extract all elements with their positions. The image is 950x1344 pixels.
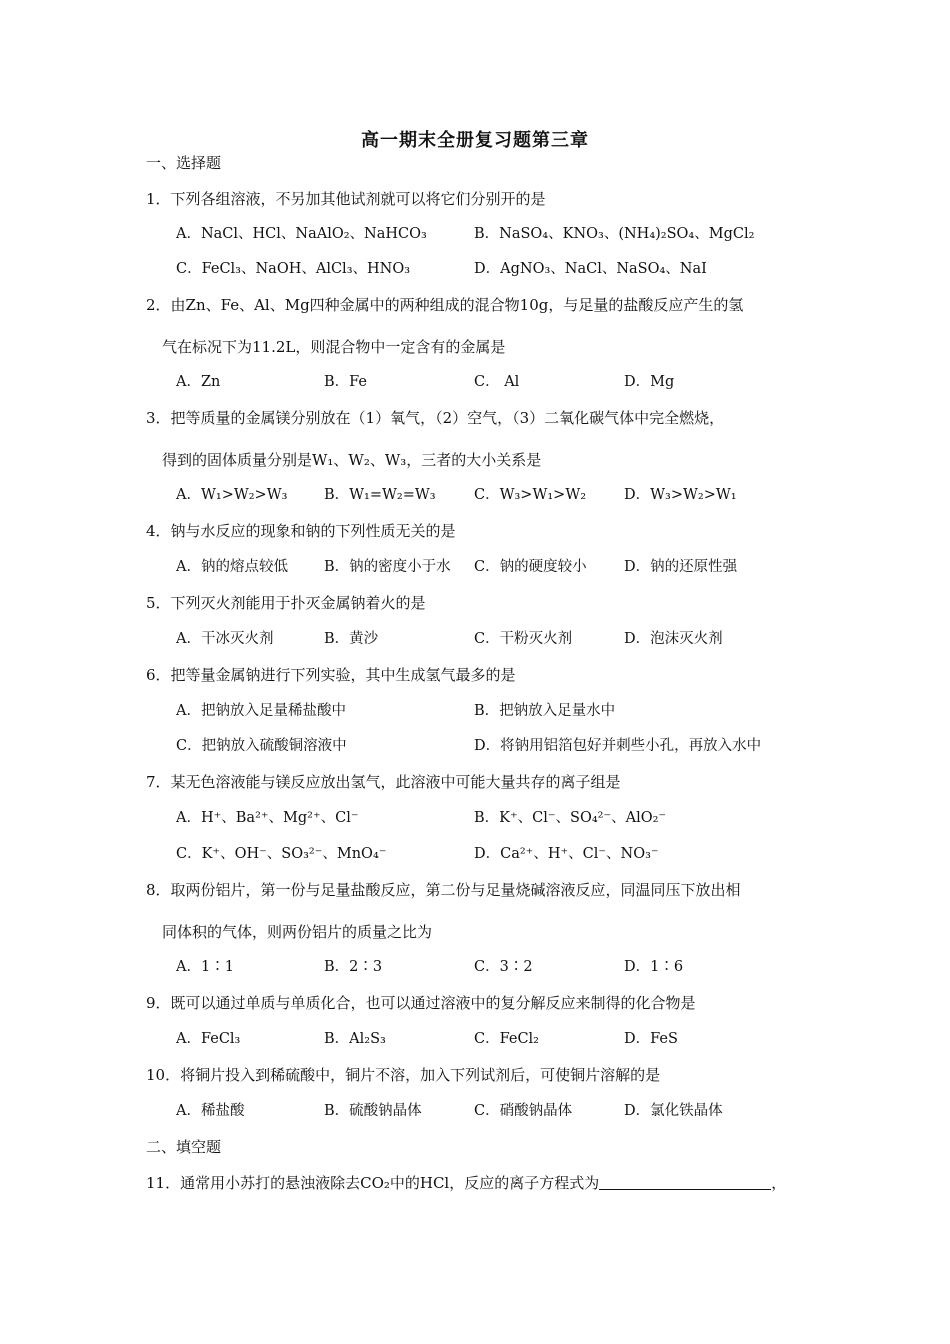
question-1-option-c: C．FeCl₃、NaOH、AlCl₃、HNO₃ [176, 261, 411, 277]
question-3-stem-line2: 得到的固体质量分别是W₁、W₂、W₃，三者的大小关系是 [162, 451, 542, 469]
question-6-option-a: A．把钠放入足量稀盐酸中 [176, 703, 346, 719]
question-2-stem-line1: 2．由Zn、Fe、Al、Mg四种金属中的两种组成的混合物10g，与足量的盐酸反应产生的氢 [146, 296, 744, 314]
question-3-stem-line1: 3．把等质量的金属镁分别放在（1）氧气，（2）空气，（3）二氧化碳气体中完全燃烧， [146, 409, 725, 427]
question-6-stem: 6．把等量金属钠进行下列实验，其中生成氢气最多的是 [146, 666, 516, 684]
question-7-option-d: D．Ca²⁺、H⁺、Cl⁻、NO₃⁻ [474, 846, 659, 862]
question-11-tail: ， [771, 1174, 787, 1192]
question-3-option-b: B．W₁=W₂=W₃ [324, 487, 436, 503]
question-5-option-c: C．干粉灭火剂 [474, 631, 573, 647]
question-5-option-d: D．泡沫灭火剂 [624, 631, 723, 647]
question-1-stem: 1．下列各组溶液，不另加其他试剂就可以将它们分别开的是 [146, 190, 546, 208]
question-11-stem: 11．通常用小苏打的悬浊液除去CO₂中的HCl，反应的离子方程式为 [146, 1174, 600, 1192]
question-10-option-c: C．硝酸钠晶体 [474, 1103, 573, 1119]
section-heading-choice: 一、选择题 [146, 154, 222, 172]
section-heading-fill-in: 二、填空题 [146, 1138, 222, 1156]
question-8-option-c: C．3∶2 [474, 959, 533, 975]
question-2-option-a: A．Zn [176, 374, 221, 390]
question-9-option-a: A．FeCl₃ [176, 1031, 241, 1047]
question-6-option-b: B．把钠放入足量水中 [474, 703, 616, 719]
question-3-option-c: C．W₃>W₁>W₂ [474, 487, 587, 503]
question-2-option-c: C． Al [474, 374, 520, 390]
question-1-option-b: B．NaSO₄、KNO₃、(NH₄)₂SO₄、MgCl₂ [474, 226, 755, 242]
question-2-option-b: B．Fe [324, 374, 368, 390]
question-11-line [146, 1173, 786, 1193]
question-3-option-a: A．W₁>W₂>W₃ [176, 487, 288, 503]
question-4-option-d: D．钠的还原性强 [624, 559, 738, 575]
question-7-option-c: C．K⁺、OH⁻、SO₃²⁻、MnO₄⁻ [176, 846, 387, 862]
question-10-option-a: A．稀盐酸 [176, 1103, 245, 1119]
question-5-stem: 5．下列灭火剂能用于扑灭金属钠着火的是 [146, 594, 426, 612]
question-10-option-b: B．硫酸钠晶体 [324, 1103, 422, 1119]
question-4-stem: 4．钠与水反应的现象和钠的下列性质无关的是 [146, 522, 456, 540]
question-1-option-a: A．NaCl、HCl、NaAlO₂、NaHCO₃ [176, 226, 427, 242]
question-2-stem-line2: 气在标况下为11.2L，则混合物中一定含有的金属是 [162, 338, 506, 356]
question-3-option-d: D．W₃>W₂>W₁ [624, 487, 737, 503]
question-4-option-c: C．钠的硬度较小 [474, 559, 587, 575]
question-9-option-b: B．Al₂S₃ [324, 1031, 386, 1047]
question-9-stem: 9．既可以通过单质与单质化合，也可以通过溶液中的复分解反应来制得的化合物是 [146, 994, 696, 1012]
question-5-option-a: A．干冰灭火剂 [176, 631, 274, 647]
question-8-option-d: D．1∶6 [624, 959, 684, 975]
question-6-option-d: D．将钠用铝箔包好并刺些小孔，再放入水中 [474, 738, 762, 754]
question-10-stem: 10．将铜片投入到稀硫酸中，铜片不溶，加入下列试剂后，可使铜片溶解的是 [146, 1066, 661, 1084]
question-8-stem-line1: 8．取两份铝片，第一份与足量盐酸反应，第二份与足量烧碱溶液反应，同温同压下放出相 [146, 881, 741, 899]
question-9-option-c: C．FeCl₂ [474, 1031, 539, 1047]
answer-blank[interactable] [599, 1174, 771, 1190]
question-7-option-a: A．H⁺、Ba²⁺、Mg²⁺、Cl⁻ [176, 810, 359, 826]
question-2-option-d: D．Mg [624, 374, 675, 390]
question-5-option-b: B．黄沙 [324, 631, 379, 647]
question-8-stem-line2: 同体积的气体，则两份铝片的质量之比为 [162, 923, 433, 941]
question-6-option-c: C．把钠放入硫酸铜溶液中 [176, 738, 347, 754]
question-8-option-a: A．1∶1 [176, 959, 234, 975]
question-4-option-a: A．钠的熔点较低 [176, 559, 288, 575]
question-4-option-b: B．钠的密度小于水 [324, 559, 451, 575]
question-8-option-b: B．2∶3 [324, 959, 383, 975]
page-title: 高一期末全册复习题第三章 [361, 130, 589, 151]
question-1-option-d: D．AgNO₃、NaCl、NaSO₄、NaI [474, 261, 707, 277]
question-7-stem: 7．某无色溶液能与镁反应放出氢气，此溶液中可能大量共存的离子组是 [146, 773, 621, 791]
question-9-option-d: D．FeS [624, 1031, 678, 1047]
question-7-option-b: B．K⁺、Cl⁻、SO₄²⁻、AlO₂⁻ [474, 810, 667, 826]
question-10-option-d: D．氯化铁晶体 [624, 1103, 723, 1119]
